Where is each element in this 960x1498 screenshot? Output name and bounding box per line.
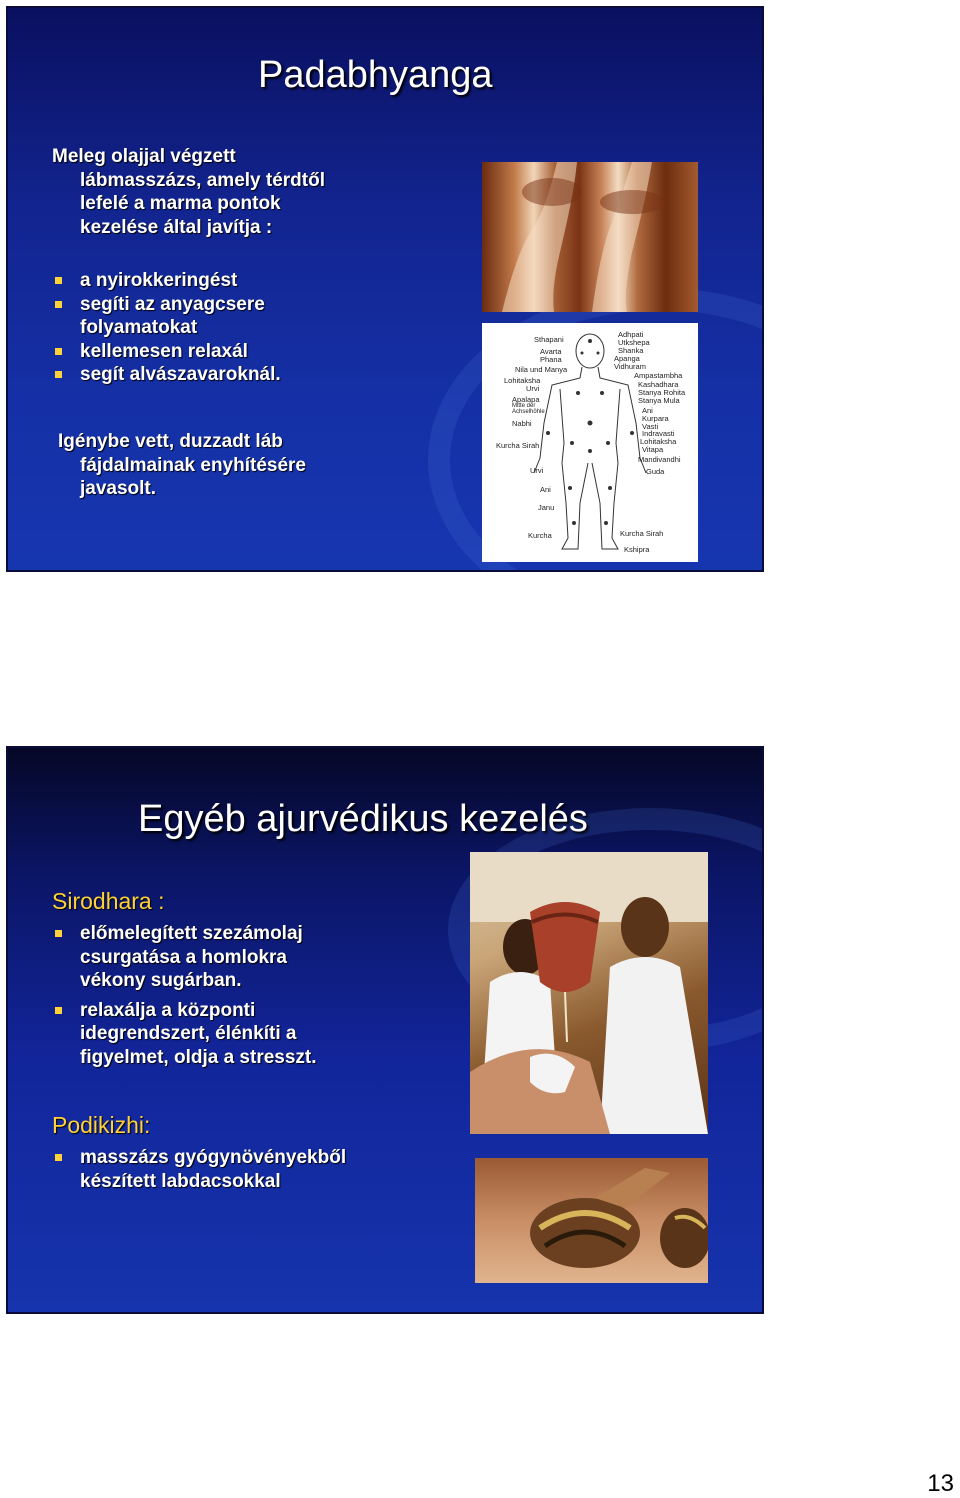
diagram-label: Vitapa [642,445,664,454]
diagram-label: Urvi [530,466,544,475]
sirodhara-photo [470,852,708,1134]
diagram-label: Urvi [526,384,540,393]
intro-line: Meleg olajjal végzett [52,146,236,167]
list-item: relaxálja a központi idegrendszert, élénkíti a figyelmet, oldja a stresszt. [52,999,352,1070]
slide-other-treatments [6,746,764,1314]
podikizhi-heading: Podikizhi: [52,1112,151,1138]
diagram-label: Utkshepa [618,338,650,347]
foot-massage-photo [482,162,698,312]
diagram-label: Ani [642,406,653,415]
diagram-label: Kurcha [528,531,552,540]
diagram-label: Lohitaksha [640,437,677,446]
diagram-label: Ampastambha [634,371,683,380]
note-line: Igénybe vett, duzzadt láb [58,431,283,452]
diagram-label: Lohitaksha [504,376,541,385]
diagram-label: Indravasti [642,429,675,438]
diagram-label: Mitte der [512,403,536,409]
list-item: kellemesen relaxál [52,340,312,364]
intro-text [52,145,325,239]
note-line: javasolt. [80,478,157,499]
diagram-label: Apalapa [512,395,540,404]
slide-title: Egyéb ajurvédikus kezelés [138,798,588,840]
diagram-label: Kshipra [624,545,650,554]
diagram-label: Kurcha Sirah [620,529,664,538]
diagram-label: Apanga [614,354,640,363]
diagram-label: Stanya Rohita [638,388,686,397]
diagram-label: Mandivandhi [638,455,681,464]
diagram-label: Vidhuram [614,362,646,371]
slide-padabhyanga [6,6,764,572]
intro-line: lefelé a marma pontok [80,193,281,214]
diagram-label: Nila und Manya [515,365,568,374]
marma-points-diagram [482,323,698,562]
intro-line: kezelése által javítja : [80,216,273,238]
benefit-list [52,269,312,387]
diagram-label: Ani [540,485,551,494]
diagram-label: Stanya Mula [638,396,680,405]
page-number: 13 [927,1470,954,1497]
diagram-label: Kashadhara [638,380,679,389]
sirodhara-heading: Sirodhara : [52,888,165,914]
list-item: segíti az anyagcsere folyamatokat [52,293,312,340]
list-item: segít alvászavaroknál. [52,363,312,387]
diagram-label: Shanka [618,346,644,355]
list-item: a nyirokkeringést [52,269,312,293]
diagram-label: Kurpara [642,414,669,423]
diagram-label: Phana [540,355,562,364]
list-item: előmelegített szezámolaj csurgatása a homlokra vékony sugárban. [52,922,352,993]
diagram-label: Adhpati [618,330,644,339]
diagram-label: Sthapani [534,335,564,344]
diagram-label: Vasti [642,422,659,431]
diagram-label: Kurcha Sirah [496,441,540,450]
podikizhi-photo [475,1158,708,1283]
diagram-label: Achselhöhle [512,409,545,415]
slide-title: Padabhyanga [258,54,493,96]
diagram-label: Guda [646,467,665,476]
diagram-label: Nabhi [512,419,532,428]
diagram-label: Avarta [540,347,562,356]
intro-line: lábmasszázs, amely térdtől [80,169,325,191]
note-line: fájdalmainak enyhítésére [80,454,306,476]
podikizhi-list [52,1146,352,1193]
list-item: masszázs gyógynövényekből készített labdacsokkal [52,1146,352,1193]
note-text [58,430,306,501]
diagram-label: Janu [538,503,555,512]
sirodhara-list [52,922,352,1069]
